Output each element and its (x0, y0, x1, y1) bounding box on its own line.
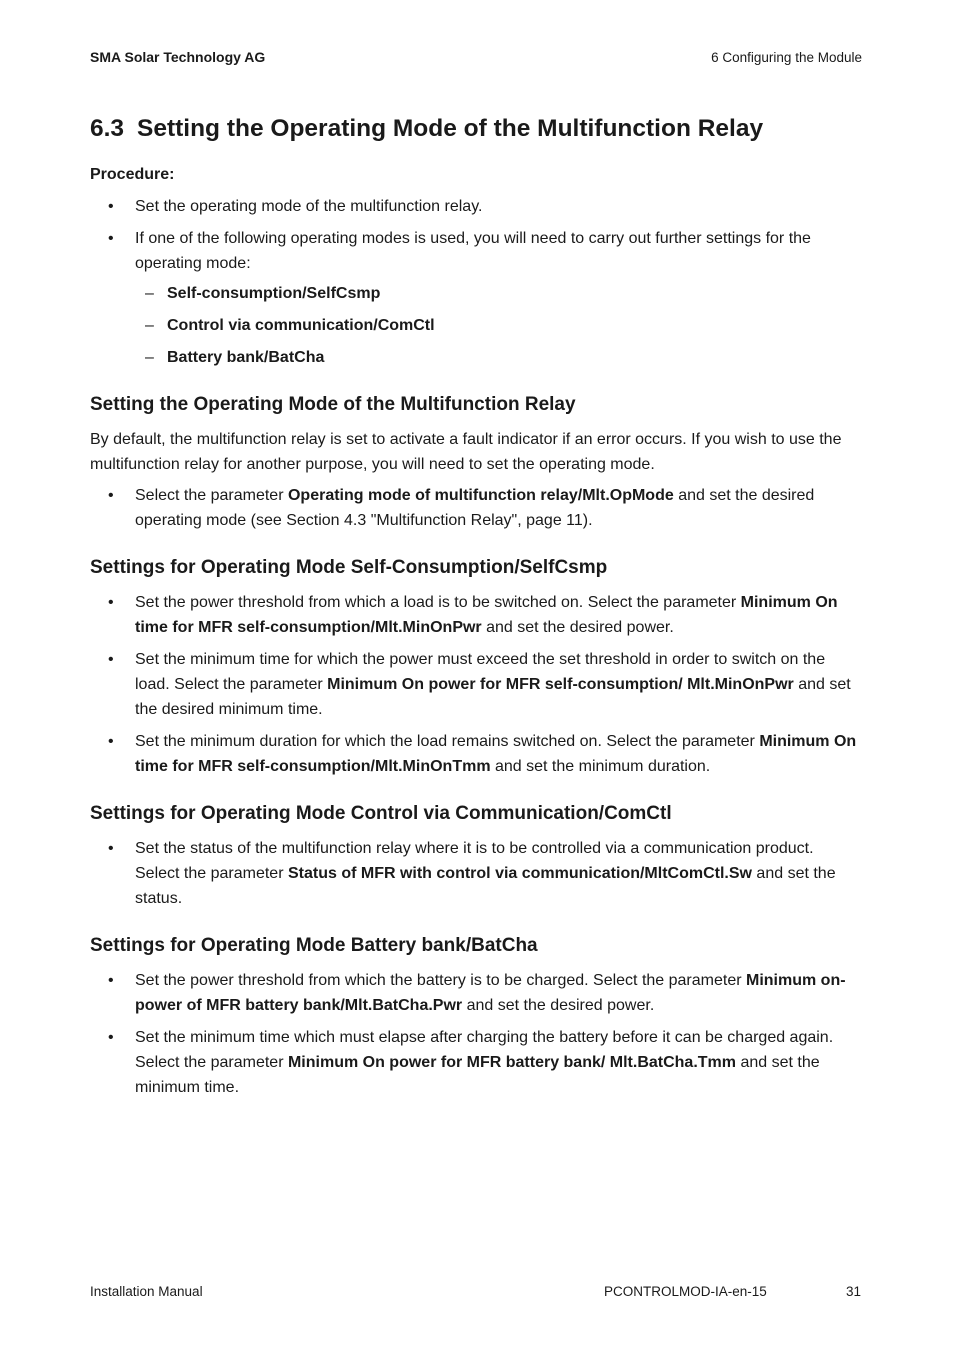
list-item (90, 1025, 862, 1100)
list-item (90, 647, 862, 722)
text: and set the minimum duration. (490, 758, 711, 775)
subsection-title: Setting the Operating Mode of the Multifunction Relay (90, 394, 576, 415)
subsection-title: Settings for Operating Mode Control via Communication/ComCtl (90, 803, 672, 824)
header-chapter: 6 Configuring the Module (711, 50, 862, 65)
section-number: 6.3 (90, 115, 125, 142)
list-item (90, 590, 862, 640)
bullet-list (90, 836, 862, 911)
procedure-list (90, 194, 862, 370)
text: Set the minimum time for which the power must exceed the set threshold in order to switch on the load. Select the parameter (135, 651, 826, 693)
subsection-title: Settings for Operating Mode Battery bank/BatCha (90, 935, 538, 956)
page-content (90, 112, 862, 1107)
text: Set the status of the multifunction relay where it is to be controlled via a communication product. Select the parameter (135, 840, 814, 882)
parameter-name: Minimum On time for MFR self-consumption/Mlt.MinOnTmm (135, 733, 857, 775)
parameter-name: Status of MFR with control via communication/MltComCtl.Sw (287, 865, 752, 882)
list-item: • Set the operating mode of the multifunction relay. (90, 194, 862, 219)
footer-page-number: 31 (845, 1284, 861, 1299)
text: and set the desired power. (462, 997, 655, 1014)
text: Set the power threshold from which a load is to be switched on. Select the parameter (135, 594, 741, 611)
parameter-name: Minimum On power for MFR self-consumption/ Mlt.MinOnPwr (327, 676, 794, 693)
bullet-list (90, 968, 862, 1100)
text: and set the status. (135, 865, 836, 907)
text: Set the power threshold from which the battery is to be charged. Select the parameter (135, 972, 746, 989)
parameter-name: Minimum on-power of MFR battery bank/Mlt.BatCha.Pwr (135, 972, 846, 1014)
text: Select the parameter (135, 487, 288, 504)
section-title: Setting the Operating Mode of the Multifunction Relay (137, 115, 764, 142)
mode-item: – Battery bank/BatCha (135, 345, 862, 370)
subsection-battery-bank (90, 933, 862, 1100)
procedure-label: Procedure: (90, 166, 175, 183)
parameter-name: Operating mode of multifunction relay/Mlt.OpMode (287, 487, 674, 504)
subsection-operating-mode (90, 392, 862, 533)
text: Set the minimum duration for which the load remains switched on. Select the parameter (135, 733, 760, 750)
list-item (90, 226, 862, 370)
subsection-communication (90, 801, 862, 911)
text: and set the minimum time. (135, 1054, 820, 1096)
mode-item: – Control via communication/ComCtl (135, 313, 862, 338)
bullet-list (90, 483, 862, 533)
subsection-self-consumption (90, 555, 862, 779)
header-company: SMA Solar Technology AG (90, 49, 266, 65)
bullet-list (90, 590, 862, 779)
list-item (90, 483, 862, 533)
subsection-title: Settings for Operating Mode Self-Consumption/SelfCsmp (90, 557, 608, 578)
list-item (90, 968, 862, 1018)
text: and set the desired minimum time. (135, 676, 851, 718)
list-item-text: If one of the following operating modes is used, you will need to carry out further settings for the operating mode: (135, 230, 811, 272)
text: and set the desired power. (481, 619, 674, 636)
list-item (90, 729, 862, 779)
section-heading (90, 112, 862, 146)
list-item (90, 836, 862, 911)
footer-doc-id: PCONTROLMOD-IA-en-15 (604, 1284, 767, 1299)
parameter-name: Minimum On power for MFR battery bank/ Mlt.BatCha.Tmm (287, 1054, 736, 1071)
footer-manual: Installation Manual (90, 1284, 203, 1299)
paragraph: By default, the multifunction relay is set to activate a fault indicator if an error occurs. If you wish to use the multifunction relay for another purpose, you will need to set the operating mode. (90, 431, 842, 473)
text: and set the desired operating mode (see Section 4.3 "Multifunction Relay", page 11). (135, 487, 815, 529)
parameter-name: Minimum On time for MFR self-consumption/Mlt.MinOnPwr (135, 594, 838, 636)
text: Set the minimum time which must elapse after charging the battery before it can be charged again. Select the parameter (135, 1029, 834, 1071)
mode-item: – Self-consumption/SelfCsmp (135, 281, 862, 306)
mode-list (135, 281, 862, 370)
